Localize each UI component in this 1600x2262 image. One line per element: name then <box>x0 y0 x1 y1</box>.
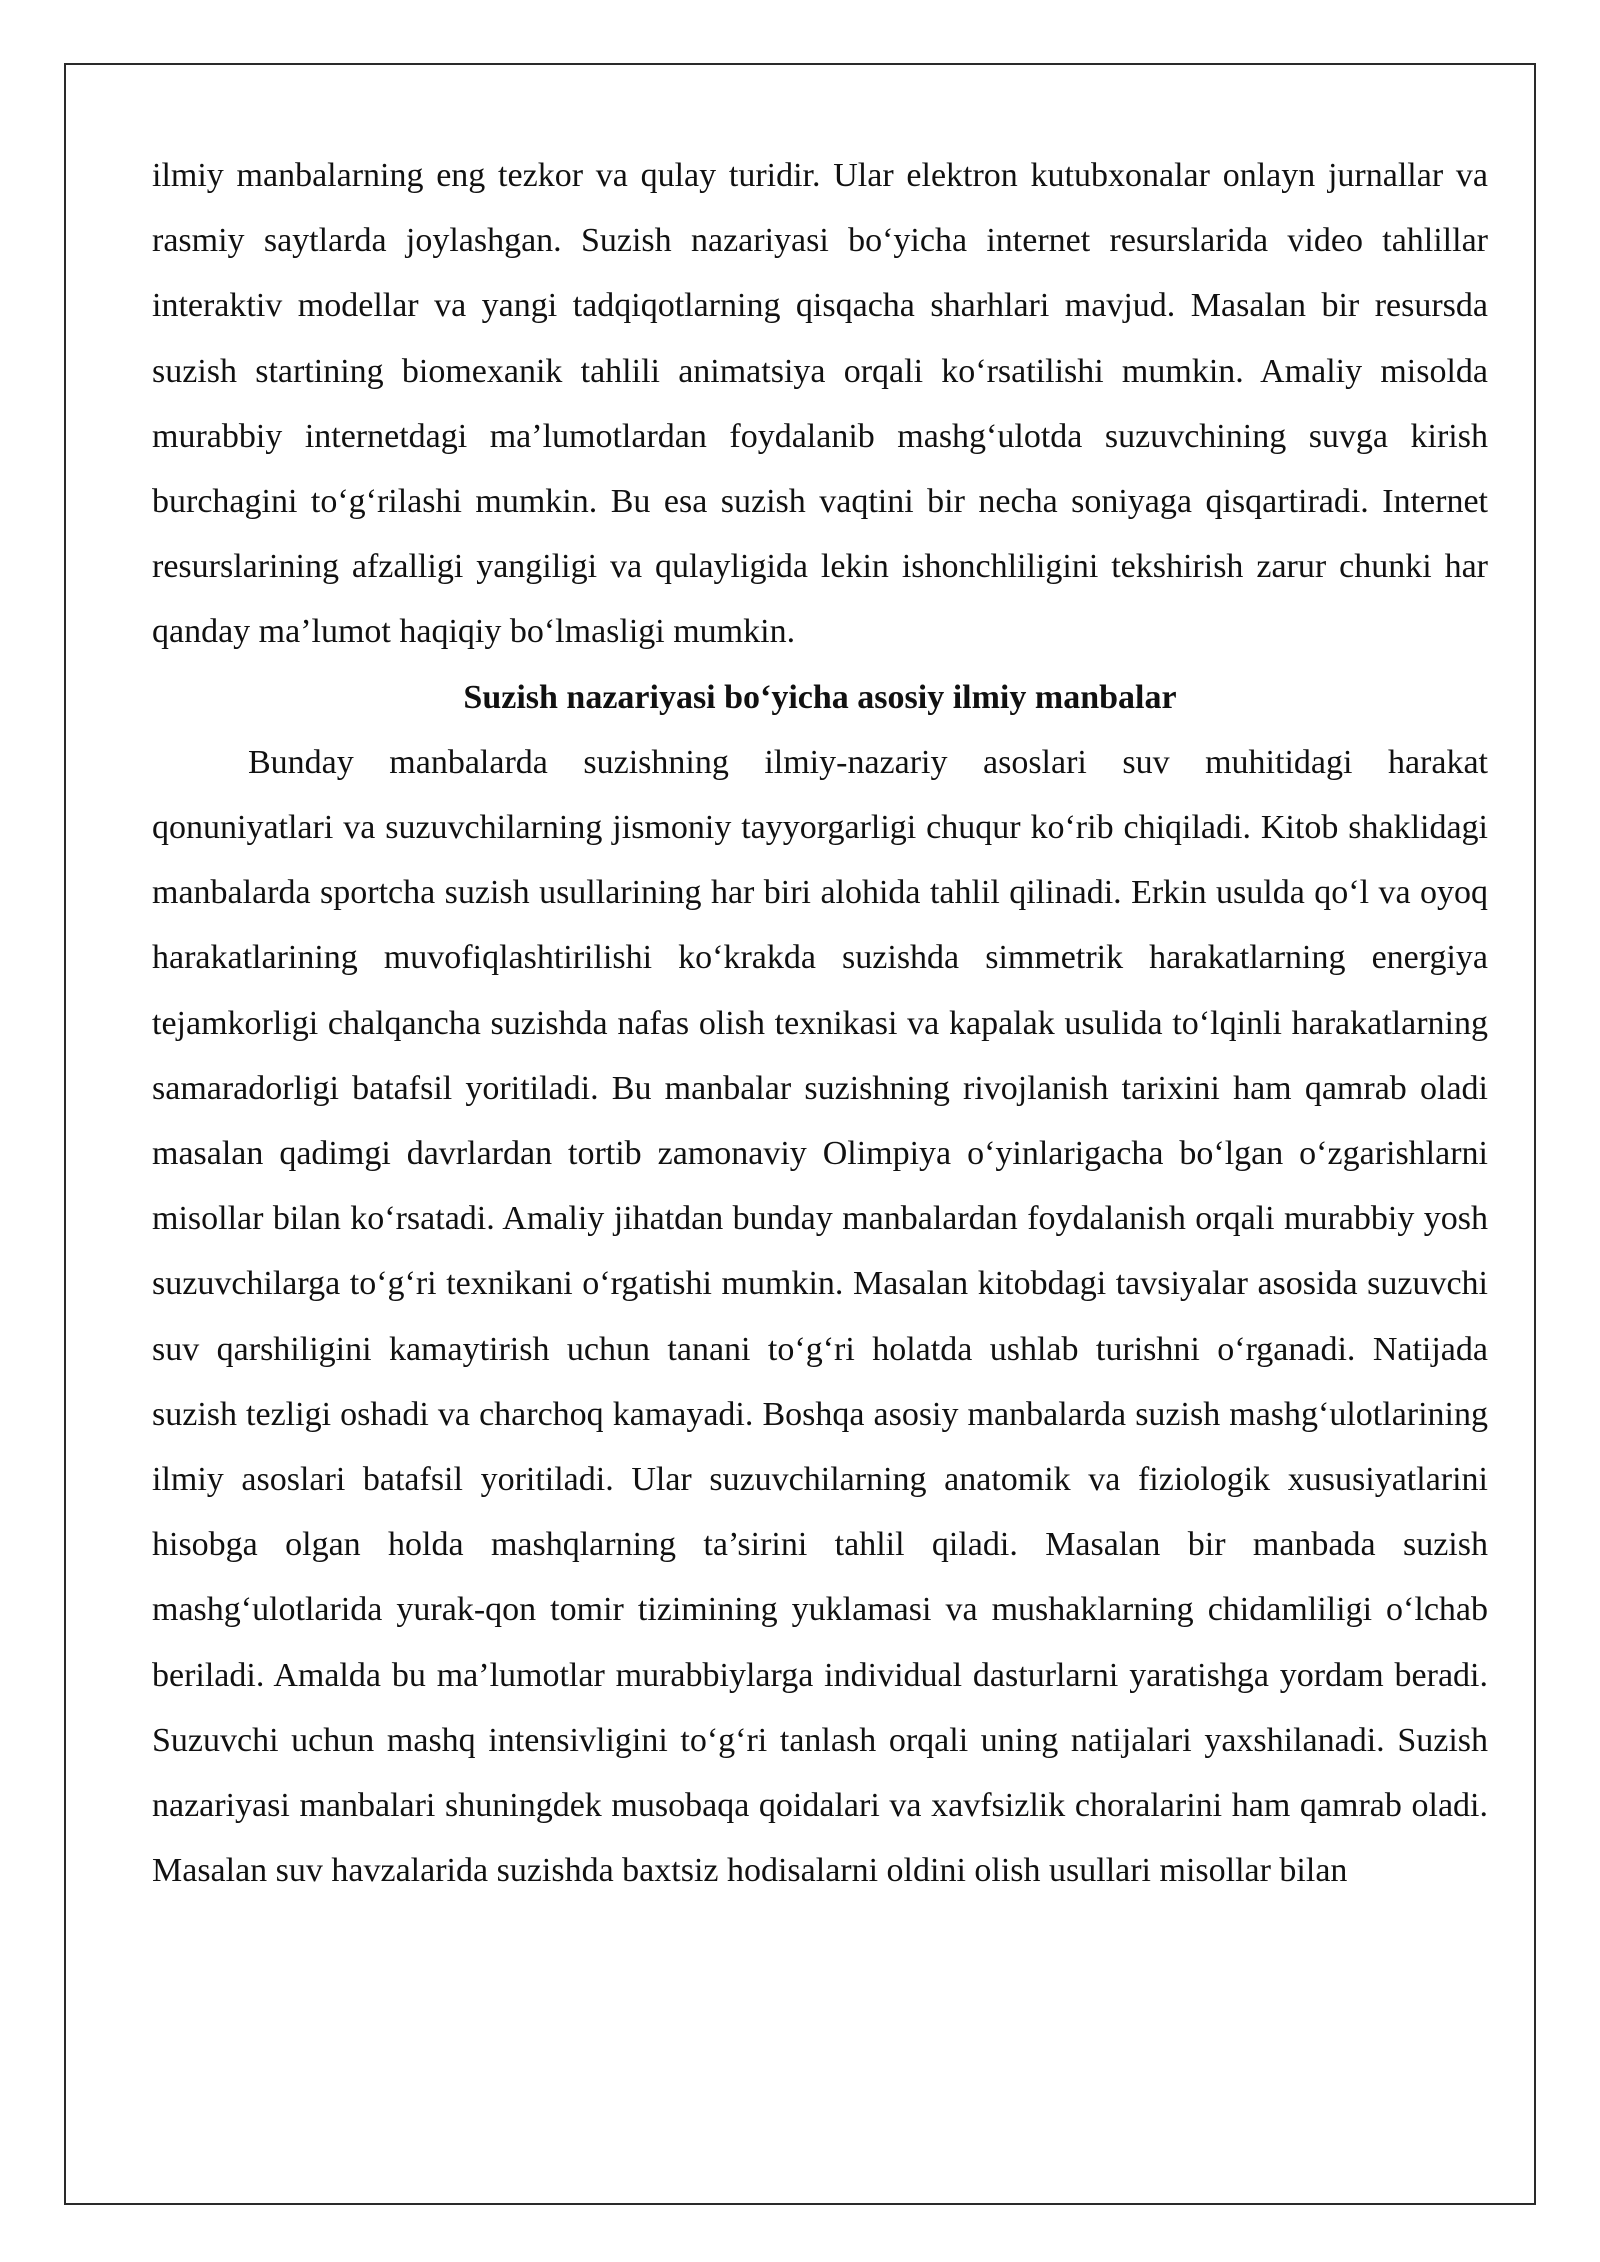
paragraph-internet-resources: ilmiy manbalarning eng tezkor va qulay turidir. Ular elektron kutubxonalar onlayn jurnallar va rasmiy saytlarda joylashgan. Suzish nazariyasi bo‘yicha internet resurslarida video tahlillar interaktiv modellar va yangi tadqiqotlarning qisqacha sharhlari mavjud. Masalan bir resursda suzish startining biomexanik tahlili animatsiya orqali ko‘rsatilishi mumkin. Amaliy misolda murabbiy internetdagi ma’lumotlardan foydalanib mashg‘ulotda suzuvchining suvga kirish burchagini to‘g‘rilashi mumkin. Bu esa suzish vaqtini bir necha soniyaga qisqartiradi. Internet resurslarining afzalligi yangiligi va qulayligida lekin ishonchliligini tekshirish zarur chunki har qanday ma’lumot haqiqiy bo‘lmasligi mumkin. <box>152 157 1488 651</box>
paragraph-main-sources: Bunday manbalarda suzishning ilmiy-nazariy asoslari suv muhitidagi harakat qonuniyatlari va suzuvchilarning jismoniy tayyorgarligi chuqur ko‘rib chiqiladi. Kitob shaklidagi manbalarda sportcha suzish usullarining har biri alohida tahlil qilinadi. Erkin usulda qo‘l va oyoq harakatlarining muvofiqlashtirilishi ko‘krakda suzishda simmetrik harakatlarning energiya tejamkorligi chalqancha suzishda nafas olish texnikasi va kapalak usulida to‘lqinli harakatlarning samaradorligi batafsil yoritiladi. Bu manbalar suzishning rivojlanish tarixini ham qamrab oladi masalan qadimgi davrlardan tortib zamonaviy Olimpiya o‘yinlarigacha bo‘lgan o‘zgarishlarni misollar bilan ko‘rsatadi. Amaliy jihatdan bunday manbalardan foydalanish orqali murabbiy yosh suzuvchilarga to‘g‘ri texnikani o‘rgatishi mumkin. Masalan kitobdagi tavsiyalar asosida suzuvchi suv qarshiligini kamaytirish uchun tanani to‘g‘ri holatda ushlab turishni o‘rganadi. Natijada suzish tezligi oshadi va charchoq kamayadi. Boshqa asosiy manbalarda suzish mashg‘ulotlarining ilmiy asoslari batafsil yoritiladi. Ular suzuvchilarning anatomik va fiziologik xususiyatlarini hisobga olgan holda mashqlarning ta’sirini tahlil qiladi. Masalan bir manbada suzish mashg‘ulotlarida yurak-qon tomir tizimining yuklamasi va mushaklarning chidamliligi o‘lchab beriladi. Amalda bu ma’lumotlar murabbiylarga individual dasturlarni yaratishga yordam beradi. Suzuvchi uchun mashq intensivligini to‘g‘ri tanlash orqali uning natijalari yaxshilanadi. Suzish nazariyasi manbalari shuningdek musobaqa qoidalari va xavfsizlik choralarini ham qamrab oladi. Masalan suv havzalarida suzishda baxtsiz hodisalarni oldini olish usullari misollar bilan <box>152 743 1488 1890</box>
document-body <box>152 143 1488 1903</box>
section-heading: Suzish nazariyasi bo‘yicha asosiy ilmiy manbalar <box>463 678 1177 716</box>
